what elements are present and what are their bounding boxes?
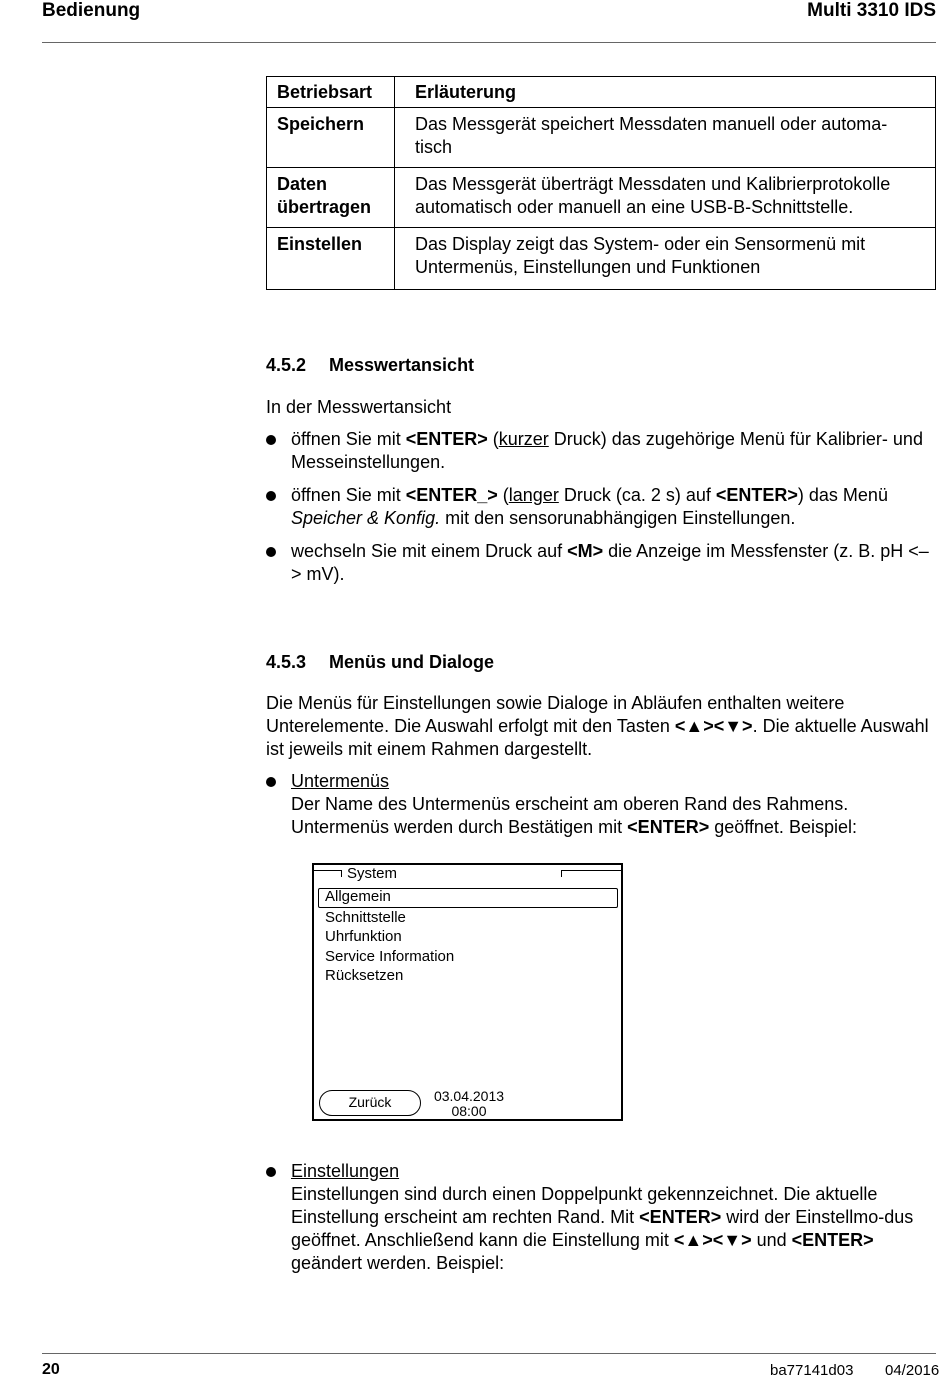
section-453-bullet-submenus: [266, 770, 938, 849]
section-title: Messwertansicht: [329, 355, 475, 375]
bullet-icon: [266, 777, 276, 787]
bullet-icon: [266, 435, 276, 445]
key-label: <ENTER>: [627, 817, 710, 837]
section-452-bullets: [266, 428, 938, 596]
emphasis-underline: langer: [508, 485, 559, 505]
section-number: 4.5.2: [266, 355, 307, 375]
frame-tick: [561, 870, 562, 877]
key-label: <ENTER>: [405, 429, 488, 449]
section-heading-453: [266, 652, 494, 673]
footer-divider: [42, 1353, 936, 1354]
frame-line: [561, 870, 621, 871]
key-label: <M>: [567, 541, 604, 561]
bullet-title: Untermenüs: [291, 771, 390, 791]
menu-item-selected[interactable]: Allgemein: [318, 888, 618, 908]
table-cell-explanation: Das Messgerät speichert Messdaten manuell oder automa- tisch: [395, 108, 936, 168]
section-453-intro: Die Menüs für Einstellungen sowie Dialoge in Abläufen enthalten weitere Unterelemente. Die Auswahl erfolgt mit den Tasten <▲><▼>. Die aktuelle Auswahl ist jeweils mit einem Rahmen dargestellt.: [266, 693, 929, 759]
section-heading-452: [266, 355, 474, 376]
header-product: Multi 3310 IDS: [807, 0, 936, 21]
bullet-title: Einstellungen: [291, 1161, 400, 1181]
emphasis-underline: kurzer: [498, 429, 549, 449]
header-divider: [42, 42, 936, 43]
table-header-explanation: Erläuterung: [395, 77, 936, 108]
bullet-icon: [266, 491, 276, 501]
device-display-example: [312, 863, 623, 1121]
key-label: <ENTER>: [639, 1207, 722, 1227]
date-value: 03.04.2013: [433, 1088, 505, 1104]
table-row: [267, 108, 936, 168]
section-number: 4.5.3: [266, 652, 307, 672]
table-cell-mode: Daten übertragen: [267, 168, 395, 228]
table-cell-explanation: Das Messgerät überträgt Messdaten und Kalibrierprotokolle automatisch oder manuell an eine USB-B-Schnittstelle.: [395, 168, 936, 228]
datetime-display: [432, 1089, 506, 1119]
key-label: <ENTER>: [791, 1230, 874, 1250]
header-section: Bedienung: [42, 0, 141, 21]
document-date: 04/2016: [885, 1362, 940, 1379]
menu-title: System: [347, 865, 398, 882]
table-cell-mode: Einstellen: [267, 228, 395, 290]
menu-item[interactable]: Rücksetzen: [325, 967, 404, 984]
list-item: öffnen Sie mit <ENTER> (kurzer Druck) das zugehörige Menü für Kalibrier- und Messeinstellungen.: [266, 428, 938, 474]
section-453-bullet-settings: [266, 1160, 938, 1285]
key-label: <▲><▼>: [674, 716, 753, 736]
list-item: wechseln Sie mit einem Druck auf <M> die Anzeige im Messfenster (z. B. pH <–> mV).: [266, 540, 938, 586]
section-452-intro: In der Messwertansicht: [266, 397, 452, 417]
menu-item[interactable]: Service Information: [325, 947, 455, 965]
table-header-mode: Betriebsart: [267, 77, 395, 108]
menu-item[interactable]: Schnittstelle: [325, 908, 406, 926]
table-cell-explanation: Das Display zeigt das System- oder ein Sensormenü mit Untermenüs, Einstellungen und Funktionen: [395, 228, 936, 290]
section-title: Menüs und Dialoge: [329, 652, 495, 672]
menu-item[interactable]: Uhrfunktion: [325, 928, 402, 945]
list-item: Einstellungen Einstellungen sind durch einen Doppelpunkt gekennzeichnet. Die aktuelle Einstellung erscheint am rechten Rand. Mit <ENTER> wird der Einstellmo-dus geöffnet. Anschließend kann die Einstellung mit <▲><▼> und <ENTER> geändert werden. Beispiel:: [266, 1160, 938, 1275]
table-row: [267, 168, 936, 228]
frame-line: [314, 870, 341, 871]
mode-table: [266, 76, 936, 290]
list-item: öffnen Sie mit <ENTER_> (langer Druck (ca. 2 s) auf <ENTER>) das Menü Speicher & Konfig. mit den sensorunabhängigen Einstellungen.: [266, 484, 938, 530]
menu-list: [318, 888, 618, 986]
document-id: ba77141d03: [770, 1362, 854, 1379]
list-item: Untermenüs Der Name des Untermenüs erscheint am oberen Rand des Rahmens. Untermenüs werden durch Bestätigen mit <ENTER> geöffnet. Beispiel:: [266, 770, 938, 839]
key-label: <ENTER>: [715, 485, 798, 505]
table-header-row: [267, 77, 936, 108]
time-value: 08:00: [451, 1103, 487, 1119]
key-label: <ENTER_>: [405, 485, 498, 505]
table-cell-mode: Speichern: [267, 108, 395, 168]
key-label: <▲><▼>: [673, 1230, 752, 1250]
frame-tick: [341, 870, 342, 877]
bullet-icon: [266, 547, 276, 557]
page-number: 20: [42, 1361, 60, 1378]
back-button[interactable]: Zurück: [319, 1090, 421, 1116]
bullet-icon: [266, 1167, 276, 1177]
menu-name: Speicher & Konfig.: [291, 508, 441, 528]
table-row: [267, 228, 936, 290]
